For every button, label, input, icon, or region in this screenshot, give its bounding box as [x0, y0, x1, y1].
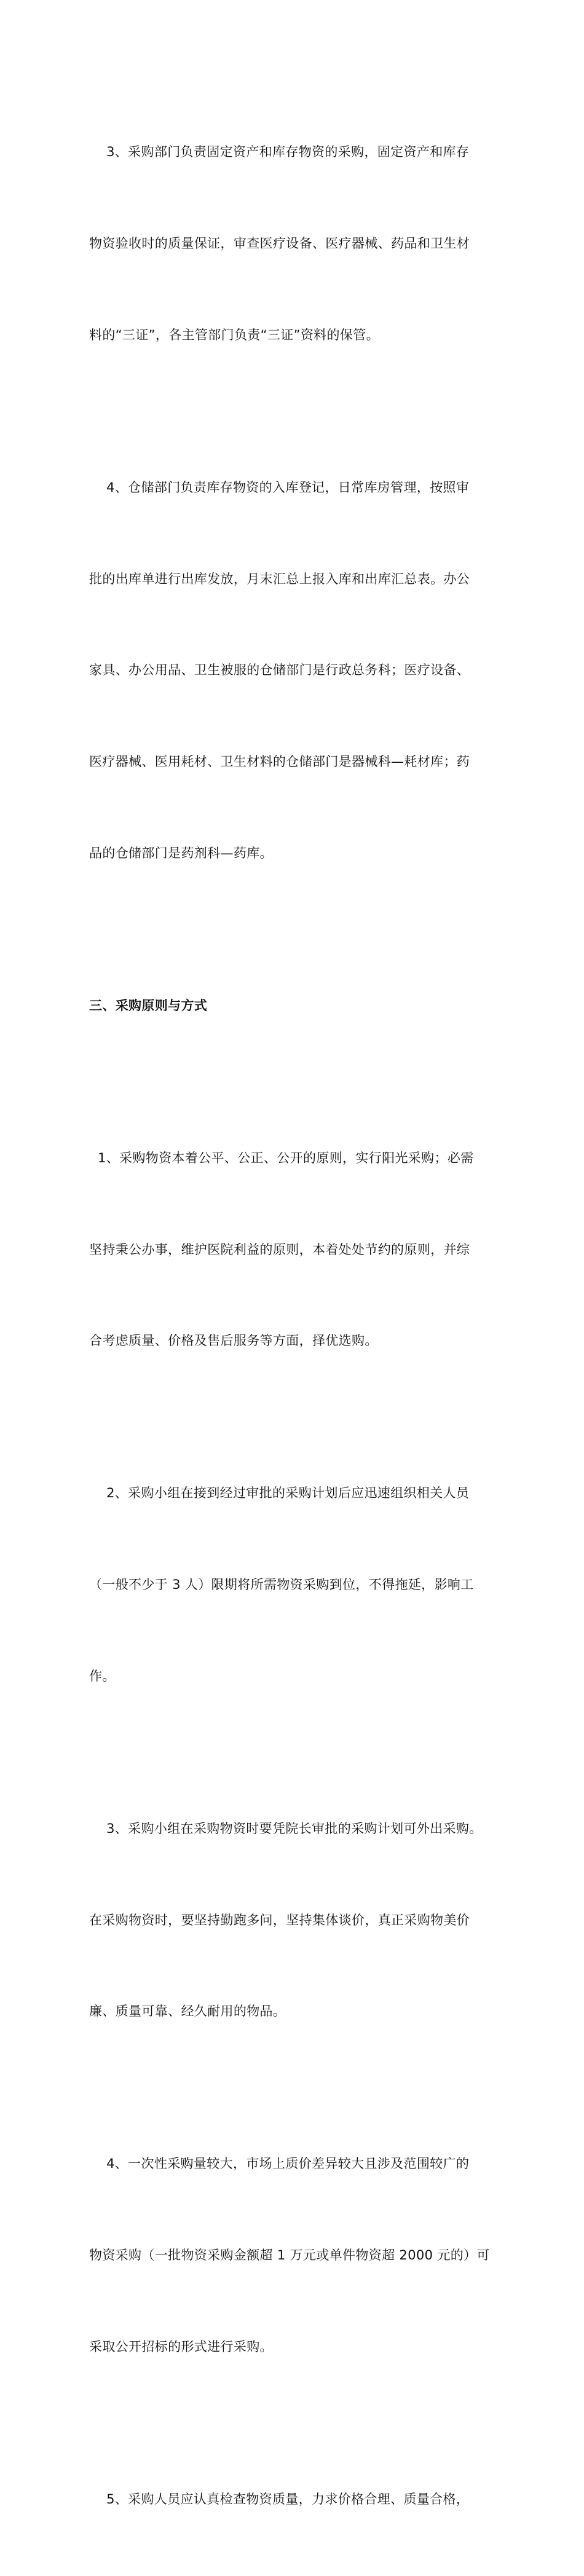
paragraph-procurement-team-timeliness [89, 1417, 501, 1753]
text-line: 3、采购小组在采购物资时要凭院长审批的采购计划可外出采购。 [89, 1821, 483, 1836]
text-line: 1、采购物资本着公平、公正、公开的原则，实行阳光采购；必需 [89, 1150, 474, 1165]
text-line: 4、一次性采购量较大，市场上质价差异较大且涉及范围较广的 [89, 2156, 470, 2172]
text-line: 医疗器械、医用耗材、卫生材料的仓储部门是器械科—耗材库；药 [89, 754, 470, 770]
paragraph-approved-plan-purchasing [89, 1753, 501, 2089]
text-line: 合考虑质量、价格及售后服务等方面，择优选购。 [89, 1333, 378, 1349]
text-line: 料的“三证”，各主管部门负责“三证”资料的保管。 [89, 327, 379, 342]
paragraph-public-tendering [89, 2088, 501, 2424]
text-line: 物资验收时的质量保证，审查医疗设备、医疗器械、药品和卫生材 [89, 235, 470, 251]
text-line: 在采购物资时，要坚持勤跑多问，坚持集体谈价，真正采购物美价 [89, 1912, 470, 1928]
text-line: 坚持秉公办事，维护医院利益的原则，本着处处节约的原则，并综 [89, 1242, 470, 1257]
text-line: 作。 [89, 1668, 116, 1684]
text-line: 3、采购部门负责固定资产和库存物资的采购，固定资产和库存 [89, 144, 470, 160]
paragraph-procurement-dept-duties [89, 76, 501, 412]
text-line: 批的出库单进行出库发放，月末汇总上报入库和出库汇总表。办公 [89, 571, 470, 586]
text-line: 廉、质量可靠、经久耐用的物品。 [89, 2004, 286, 2019]
paragraph-principle-fairness [89, 1082, 501, 1418]
text-line: （一般不少于 3 人）限期将所需物资采购到位，不得拖延，影响工 [89, 1577, 474, 1593]
text-line: 家具、办公用品、卫生被服的仓储部门是行政总务科；医疗设备、 [89, 663, 470, 678]
text-line: 采取公开招标的形式进行采购。 [89, 2339, 273, 2354]
text-line: 2、采购小组在接到经过审批的采购计划后应迅速组织相关人员 [89, 1486, 470, 1501]
section-heading-procurement-principles [89, 930, 501, 1082]
text-line: 品的仓储部门是药剂科—药库。 [89, 845, 273, 861]
paragraph-quality-inspection [89, 2424, 501, 2576]
paragraph-warehouse-dept-duties [89, 412, 501, 930]
text-line: 5、采购人员应认真检查物资质量，力求价格合理、质量合格， [89, 2491, 470, 2507]
text-line: 4、仓储部门负责库存物资的入库登记，日常库房管理，按照审 [89, 479, 470, 495]
heading-line: 三、采购原则与方式 [89, 998, 208, 1013]
text-line: 物资采购（一批物资采购金额超 1 万元或单件物资超 2000 元的）可 [89, 2248, 490, 2263]
document-body [89, 76, 501, 2576]
